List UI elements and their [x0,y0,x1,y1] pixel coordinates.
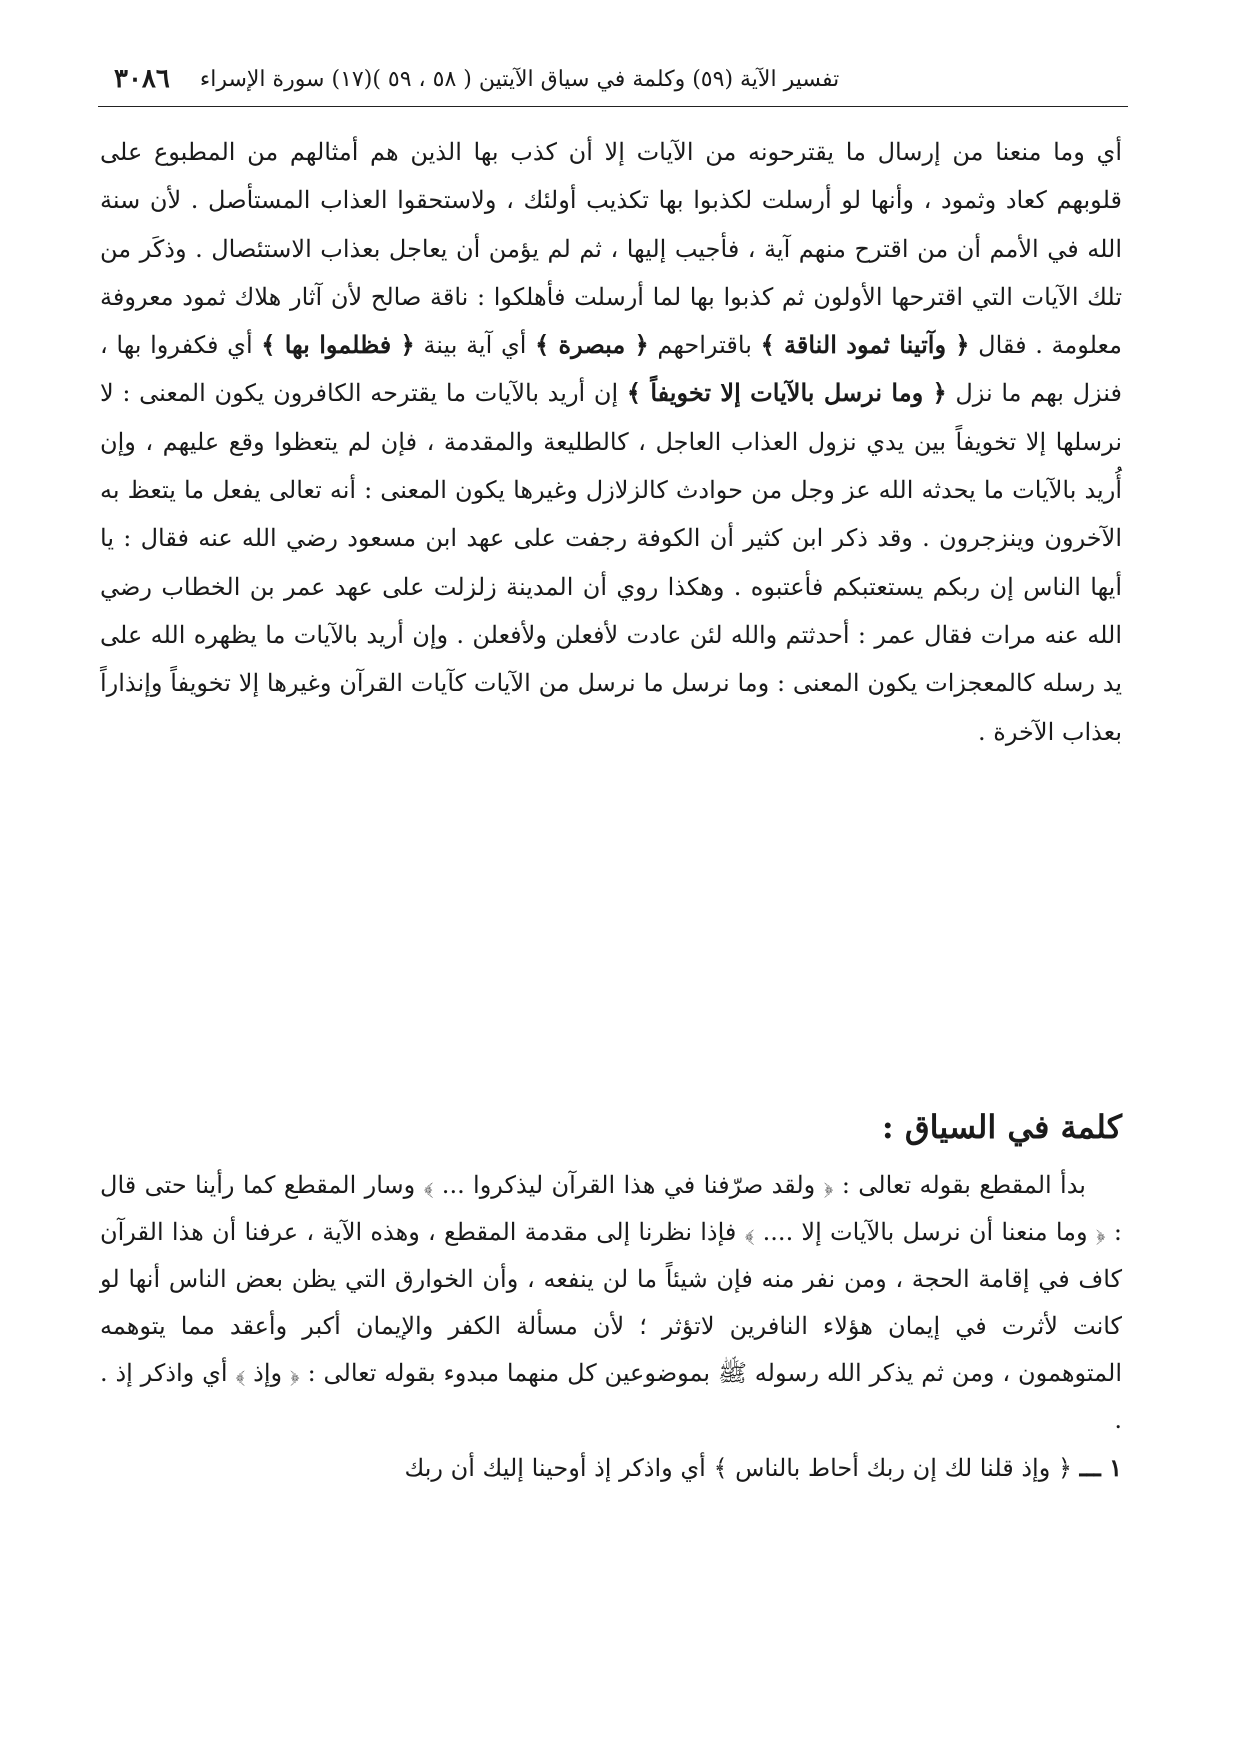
tafsir-paragraph [100,128,1122,756]
tafsir-run: أي آية بينة [423,331,527,360]
quran-quote: ﴿ فظلموا بها ﴾ [261,330,415,360]
context-run: وسار المقطع كما رأينا حتى قال : [100,1171,1122,1246]
item-text: أي واذكر إذ أوحينا إليك أن ربك [404,1454,706,1482]
quran-quote: ﴿ وما منعنا أن نرسل بالآيات إلا .... ﴾ [744,1218,1106,1246]
quran-quote: ﴿ وما نرسل بالآيات إلا تخويفاً ﴾ [626,378,947,408]
quran-quote: ﴿ مبصرة ﴾ [535,330,649,360]
header-topic: تفسير الآية (٥٩) وكلمة في سياق الآيتين ( ٥٨ ، ٥٩ ) [372,66,840,92]
context-run: بدأ المقطع بقوله تعالى : [841,1171,1086,1199]
context-paragraph [100,1162,1122,1444]
header-divider [98,106,1128,107]
section-heading: كلمة في السياق : [881,1108,1122,1146]
tafsir-run: باقتراحهم [657,331,752,360]
numbered-item [100,1444,1122,1492]
tafsir-run: أي فكفروا بها ، فنزل بهم ما نزل [100,331,1122,408]
context-run: أي واذكر إذ . . [100,1359,1122,1434]
quran-quote: ﴿ وإذ ﴾ [235,1359,300,1387]
quran-quote: ﴿ وآتينا ثمود الناقة ﴾ [760,330,970,360]
context-run: فإذا نظرنا إلى مقدمة المقطع ، وهذه الآية ، عرفنا أن هذا القرآن كاف في إقامة الحجة ، ومن نفر منه فإن شيئاً ما لن ينفعه ، وأن الخوارق التي يظن بعض الناس أنها لو كانت لأثرت في إيمان هؤلاء النافرين لاتؤثر ؛ لأن مسألة الكفر والإيمان أكبر وأعقد مما يتوهمه المتوهمون ، ومن ثم يذكر الله رسوله ﷺ بموضوعين كل منهما مبدوء بقوله تعالى : [100,1218,1122,1387]
quran-quote: ﴿ وإذ قلنا لك إن ربك أحاط بالناس ﴾ [713,1454,1073,1482]
context-section-text [100,1162,1122,1492]
surah-title: (١٧) سورة الإسراء [199,66,373,92]
item-number: ١ ـــ [1079,1453,1122,1482]
tafsir-run: إن أريد بالآيات ما يقترحه الكافرون يكون المعنى : لا نرسلها إلا تخويفاً بين يدي نزول العذاب العاجل ، كالطليعة والمقدمة ، فإن لم يتعظوا وقع عليهم ، وإن أُريد بالآيات ما يحدثه الله عز وجل من حوادث كالزلازل وغيرها يكون المعنى : أنه تعالى يفعل ما يتعظ به الآخرون وينزجرون . وقد ذكر ابن كثير أن الكوفة رجفت على عهد ابن مسعود رضي الله عنه فقال : يا أيها الناس إن ربكم يستعتبكم فأعتبوه . وهكذا روي أن المدينة زلزلت على عهد عمر بن الخطاب رضي الله عنه مرات فقال عمر : أحدثتم والله لئن عادت لأفعلن ولأفعلن . وإن أريد بالآيات ما يظهره الله على يد رسله كالمعجزات يكون المعنى : وما نرسل ما نرسل من الآيات كآيات القرآن وغيرها إلا تخويفاً وإنذاراً بعذاب الآخرة . [100,379,1123,746]
quran-quote: ﴿ ولقد صرّفنا في هذا القرآن ليذكروا ... ﴾ [423,1171,834,1199]
tafsir-text [100,128,1122,756]
page-header [100,58,1125,100]
tafsir-run: أي وما منعنا من إرسال ما يقترحونه من الآيات إلا أن كذب بها الذين هم أمثالهم من المطبوع على قلوبهم كعاد وثمود ، وأنها لو أرسلت لكذبوا بها تكذيب أولئك ، ولاستحقوا العذاب المستأصل . لأن سنة الله في الأمم أن من اقترح منهم آية ، فأجيب إليها ، ثم لم يؤمن أن يعاجل بعذاب الاستئصال . وذكَر من تلك الآيات التي اقترحها الأولون ثم كذبوا بها لما أرسلت فأهلكوا : ناقة صالح لأن آثار هلاك ثمود معروفة معلومة . فقال [100,138,1122,360]
page-number: ٣٠٨٦ [114,64,170,94]
